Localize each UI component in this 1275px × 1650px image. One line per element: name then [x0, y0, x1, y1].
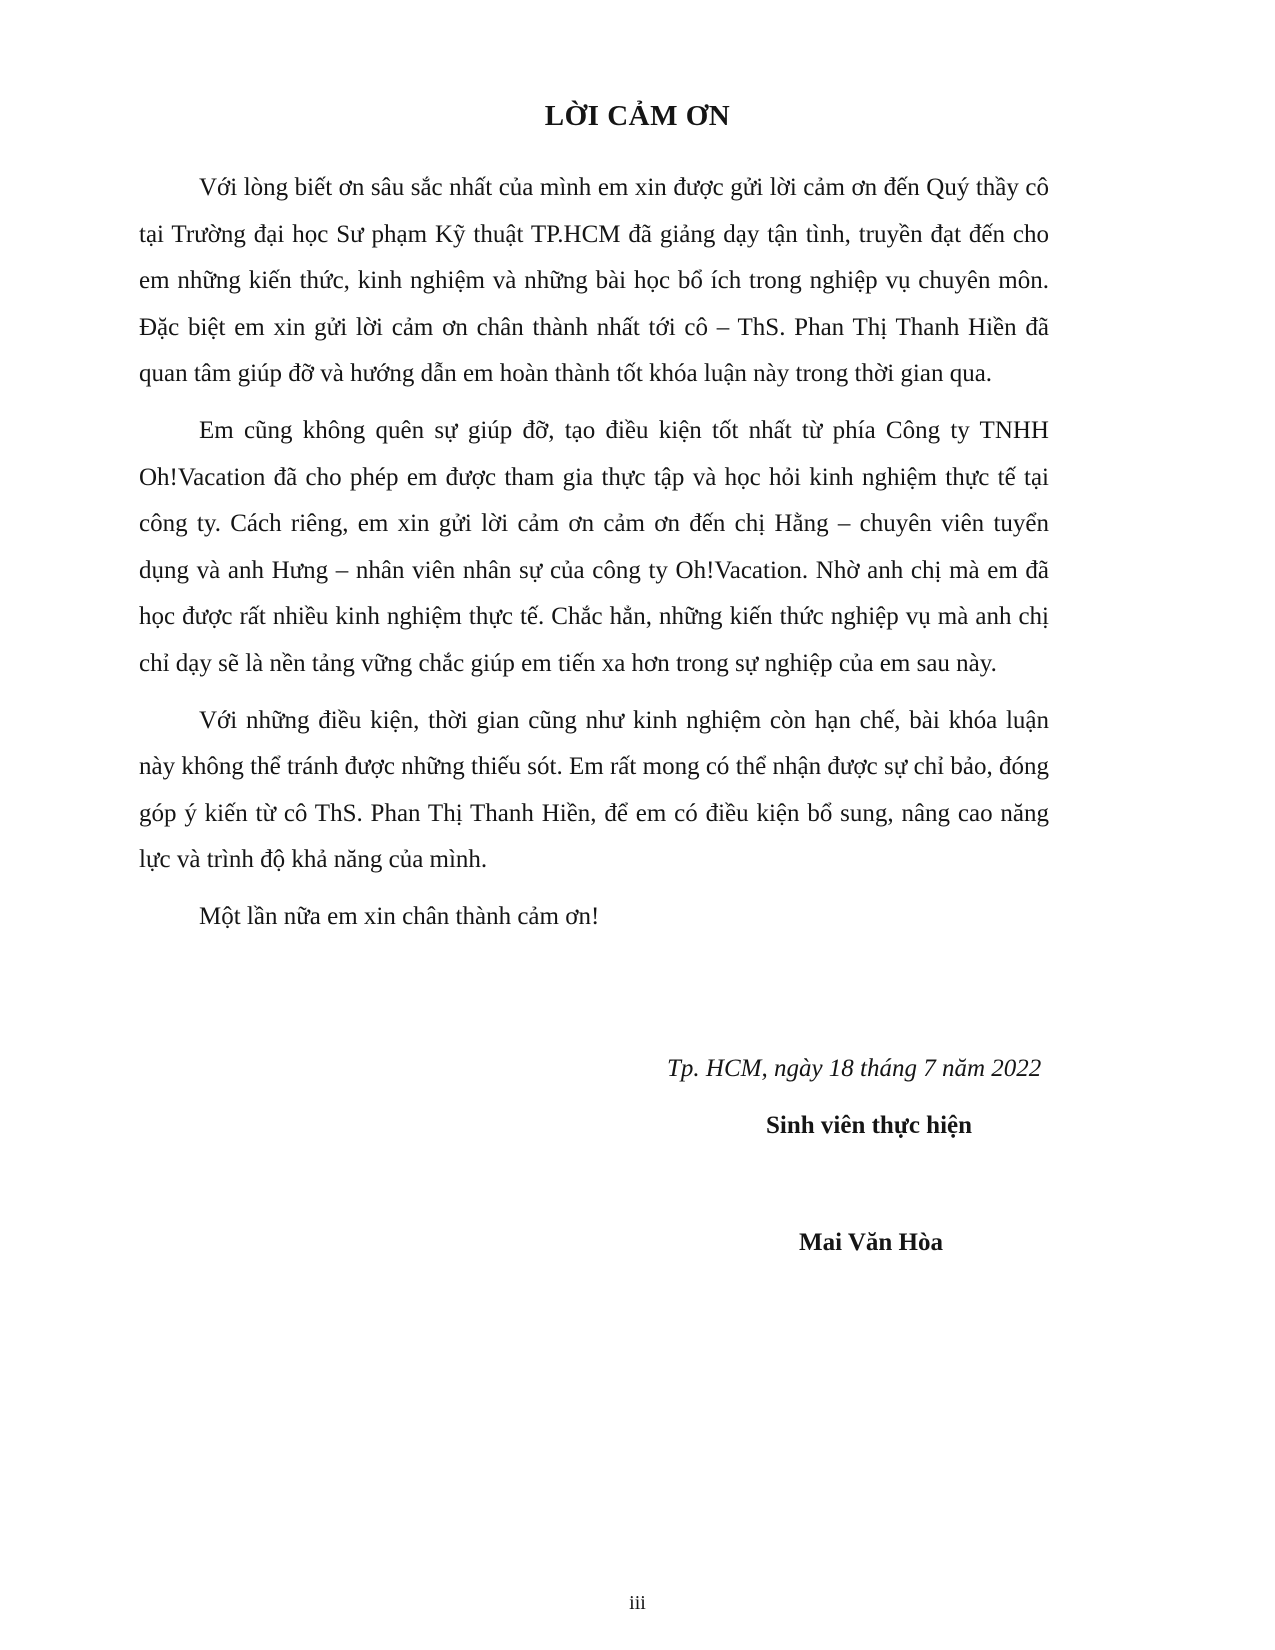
signer-name: Mai Văn Hòa [799, 1229, 943, 1256]
page-number: iii [629, 1592, 646, 1614]
paragraph-gratitude-company: Em cũng không quên sự giúp đỡ, tạo điều kiện tốt nhất từ phía Công ty TNHH Oh!Vacation đã cho phép em được tham gia thực tập và học hỏi kinh nghiệm thực tế tại công ty. Cách riêng, em xin gửi lời cảm ơn cảm ơn đến chị Hằng – chuyên viên tuyển dụng và anh Hưng – nhân viên nhân sự của công ty Oh!Vacation. Nhờ anh chị mà em đã học được rất nhiều kinh nghiệm thực tế. Chắc hẳn, những kiến thức nghiệp vụ mà anh chị chỉ dạy sẽ là nền tảng vững chắc giúp em tiến xa hơn trong sự nghiệp của em sau này. [139, 416, 1049, 677]
paragraph-closing: Một lần nữa em xin chân thành cảm ơn! [199, 902, 600, 930]
paragraph-gratitude-teachers: Với lòng biết ơn sâu sắc nhất của mình em xin được gửi lời cảm ơn đến Quý thầy cô tại Trường đại học Sư phạm Kỹ thuật TP.HCM đã giảng dạy tận tình, truyền đạt đến cho em những kiến thức, kinh nghiệm và những bài học bổ ích trong nghiệp vụ chuyên môn. Đặc biệt em xin gửi lời cảm ơn chân thành nhất tới cô – ThS. Phan Thị Thanh Hiền đã quan tâm giúp đỡ và hướng dẫn em hoàn thành tốt khóa luận này trong thời gian qua. [139, 174, 1049, 388]
document-body [139, 165, 1049, 941]
signature-date: Tp. HCM, ngày 18 tháng 7 năm 2022 [667, 1055, 1042, 1082]
paragraph-limitations: Với những điều kiện, thời gian cũng như kinh nghiệm còn hạn chế, bài khóa luận này không thể tránh được những thiếu sót. Em rất mong có thể nhận được sự chỉ bảo, đóng góp ý kiến từ cô ThS. Phan Thị Thanh Hiền, để em có điều kiện bổ sung, nâng cao năng lực và trình độ khả năng của mình. [139, 706, 1049, 874]
page-title: LỜI CẢM ƠN [544, 100, 731, 132]
signer-role: Sinh viên thực hiện [766, 1112, 973, 1139]
